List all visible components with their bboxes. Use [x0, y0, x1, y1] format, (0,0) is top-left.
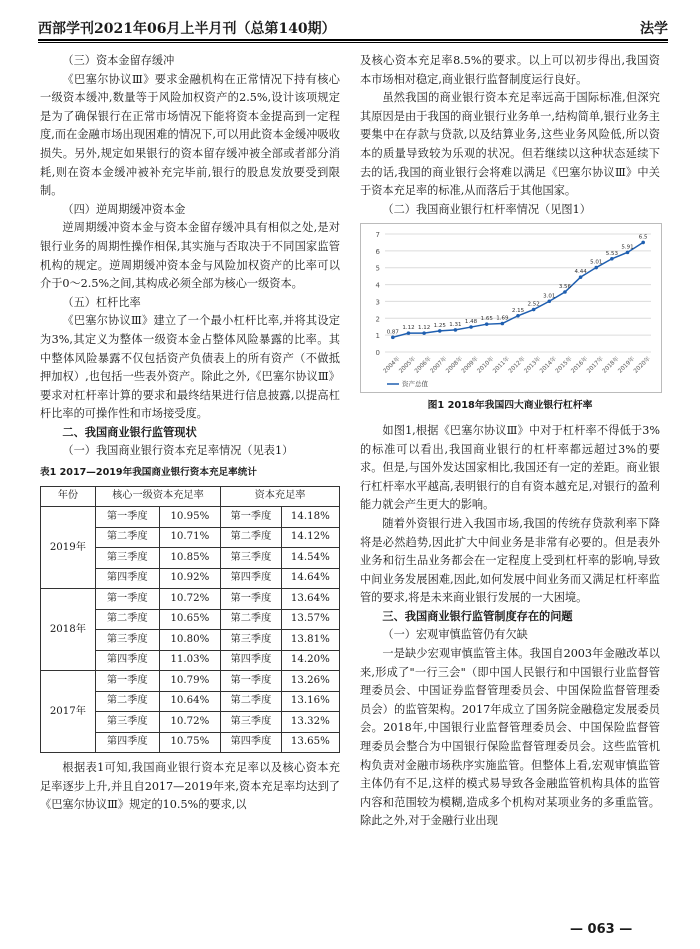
data-label: 4.44	[574, 269, 587, 276]
value-cell: 14.64%	[281, 568, 339, 589]
year-cell: 2019年	[41, 507, 96, 589]
value-cell: 13.81%	[281, 630, 339, 651]
x-tick-label: 2008年	[445, 356, 465, 376]
capital-ratio-table	[40, 486, 340, 754]
data-label: 3.56	[558, 284, 572, 291]
data-label: 0.87	[386, 329, 399, 336]
left-column	[40, 52, 340, 815]
value-cell: 13.26%	[281, 671, 339, 692]
table-row	[41, 589, 340, 610]
x-tick-label: 2017年	[586, 356, 605, 376]
value-cell: 10.71%	[159, 527, 220, 548]
quarter-cell: 第一季度	[95, 589, 159, 610]
x-tick-label: 2018年	[601, 356, 621, 376]
year-cell: 2018年	[41, 589, 96, 671]
data-label: 2.52	[527, 301, 540, 308]
heading-leverage: （五）杠杆比率	[62, 295, 141, 309]
data-point	[407, 332, 411, 336]
data-point	[579, 276, 583, 280]
chart-svg	[361, 224, 661, 392]
y-tick-label: 1	[375, 332, 380, 341]
data-point	[516, 314, 520, 318]
quarter-cell: 第二季度	[95, 691, 159, 712]
data-point	[485, 323, 489, 327]
quarter-cell: 第二季度	[221, 691, 282, 712]
x-tick-label: 2012年	[507, 356, 527, 376]
x-tick-label: 2013年	[523, 356, 543, 376]
header-rule-thin	[38, 42, 668, 43]
quarter-cell: 第二季度	[221, 527, 282, 548]
x-tick-label: 2004年	[382, 356, 402, 376]
quarter-cell: 第一季度	[221, 507, 282, 528]
quarter-cell: 第二季度	[221, 609, 282, 630]
data-label: 1.25	[433, 323, 446, 330]
data-label: 1.12	[402, 325, 415, 332]
x-tick-label: 2007年	[429, 356, 449, 376]
data-point	[594, 266, 598, 270]
subsection-heading: （一）我国商业银行资本充足率情况（见表1）	[62, 444, 294, 458]
quarter-cell: 第三季度	[95, 712, 159, 733]
x-tick-label: 2010年	[476, 356, 496, 376]
quarter-cell: 第四季度	[221, 732, 282, 753]
value-cell: 13.57%	[281, 609, 339, 630]
journal-title: 西部学刊2021年06月上半月刊（总第140期）	[38, 21, 336, 37]
table-header: 年份	[41, 486, 96, 507]
data-label: 5.91	[621, 244, 634, 251]
value-cell: 10.72%	[159, 712, 220, 733]
header-rule	[38, 39, 668, 41]
quarter-cell: 第二季度	[95, 527, 159, 548]
value-cell: 10.72%	[159, 589, 220, 610]
data-label: 1.12	[417, 325, 431, 332]
value-cell: 10.80%	[159, 630, 220, 651]
value-cell: 10.64%	[159, 691, 220, 712]
data-point	[563, 291, 567, 295]
quarter-cell: 第三季度	[95, 630, 159, 651]
section-heading: 三、我国商业银行监管制度存在的问题	[382, 609, 573, 623]
x-tick-label: 2005年	[398, 356, 418, 376]
value-cell: 10.79%	[159, 671, 220, 692]
quarter-cell: 第三季度	[221, 630, 282, 651]
section-heading: 二、我国商业银行监管现状	[62, 425, 197, 439]
table-row	[41, 671, 340, 692]
value-cell: 14.20%	[281, 650, 339, 671]
quarter-cell: 第三季度	[221, 712, 282, 733]
value-cell: 14.18%	[281, 507, 339, 528]
paragraph: 《巴塞尔协议Ⅲ》建立了一个最小杠杆比率,并将其设定为3%,其定义为整体一级资本金占整体风险暴露的比率。其中整体风险暴露不仅包括资产负债表上的所有资产（不做抵押加权）,也包括一些表外资产。除此之外,《巴塞尔协议Ⅲ》要求对杠杆率计算的要求和最终结果进行信息披露,以提高杠杆比率的可操作性和市场接受度。	[40, 314, 340, 421]
data-point	[610, 257, 614, 261]
right-column	[360, 52, 660, 831]
x-tick-label: 2009年	[460, 356, 480, 376]
data-point	[501, 322, 505, 326]
subsection-heading: （一）宏观审慎监管仍有欠缺	[382, 628, 528, 642]
paragraph: 如图1,根据《巴塞尔协议Ⅲ》中对于杠杆率不得低于3%的标准可以看出,我国商业银行的杠杆率都远超过3%的要求。但是,与国外发达国家相比,我国还有一定的差距。商业银行杠杆率水平越高,表明银行的自有资本越充足,对银行的盈利能力就会产生更大的影响。	[360, 423, 660, 512]
data-label: 1.65	[480, 316, 493, 323]
value-cell: 13.16%	[281, 691, 339, 712]
quarter-cell: 第四季度	[95, 650, 159, 671]
y-tick-label: 0	[375, 349, 380, 358]
data-point	[422, 332, 426, 336]
data-label: 1.48	[464, 319, 478, 326]
x-tick-label: 2020年	[633, 356, 652, 376]
paragraph: 逆周期缓冲资本金与资本金留存缓冲具有相似之处,是对银行业务的周期性操作相保,其实施与否取决于不同国家监管机构的规定。逆周期缓冲资本金与风险加权资产的比率可以介于0～2.5%之间,其构成必须全部为核心一级资本。	[40, 221, 340, 291]
running-header	[38, 16, 668, 38]
x-tick-label: 2014年	[539, 356, 558, 376]
data-point	[391, 336, 395, 340]
data-point	[469, 326, 473, 330]
data-label: 2.15	[511, 308, 525, 315]
legend-label: 资产总值	[402, 380, 428, 389]
heading-capital-buffer: （三）资本金留存缓冲	[62, 54, 175, 67]
quarter-cell: 第四季度	[95, 732, 159, 753]
value-cell: 10.75%	[159, 732, 220, 753]
table-header: 核心一级资本充足率	[95, 486, 220, 507]
section-label: 法学	[640, 21, 668, 37]
data-point	[532, 308, 536, 312]
value-cell: 13.64%	[281, 589, 339, 610]
x-tick-label: 2011年	[492, 356, 512, 376]
quarter-cell: 第二季度	[95, 609, 159, 630]
data-label: 1.69	[496, 315, 509, 322]
y-tick-label: 2	[375, 315, 380, 324]
table-row	[41, 507, 340, 528]
subsection-heading: （二）我国商业银行杠杆率情况（见图1）	[382, 202, 591, 216]
value-cell: 10.85%	[159, 548, 220, 569]
paragraph: 根据表1可知,我国商业银行资本充足率以及核心资本充足率逐步上升,并且自2017—2019年来,资本充足率均达到了《巴塞尔协议Ⅲ》规定的10.5%的要求,以	[40, 761, 340, 812]
paragraph: 及核心资本充足率8.5%的要求。以上可以初步得出,我国资本市场相对稳定,商业银行监督制度运行良好。	[360, 54, 660, 86]
figure-caption: 图1 2018年我国四大商业银行杠杆率	[427, 400, 593, 412]
data-label: 3.01	[543, 293, 556, 300]
quarter-cell: 第一季度	[221, 671, 282, 692]
y-tick-label: 7	[375, 231, 380, 240]
value-cell: 14.12%	[281, 527, 339, 548]
quarter-cell: 第四季度	[95, 568, 159, 589]
paragraph: 《巴塞尔协议Ⅲ》要求金融机构在正常情况下持有核心一级资本缓冲,数量等于风险加权资产的2.5%,设计该项规定是为了确保银行在正常市场情况下能将资本金提高到一定程度,而在金融市场出现困难的情况下,可以用此资本金缓冲吸收损失。另外,规定如果银行的资本留存缓冲被全部或者部分消耗,则在资本金缓冲被补充完毕前,银行的股息发放要受到限制。	[40, 72, 340, 198]
value-cell: 10.95%	[159, 507, 220, 528]
paragraph: 随着外资银行进入我国市场,我国的传统存贷款利率下降将是必然趋势,因此扩大中间业务是非常有必要的。但是表外业务和衍生品业务都会在一定程度上受到杠杆率的影响,导致中间业务发展困难,因此,如何发展中间业务而又满足杠杆率监管的要求,将是未来商业银行发展的一大困境。	[360, 516, 660, 605]
value-cell: 14.54%	[281, 548, 339, 569]
data-label: 5.53	[605, 251, 619, 258]
quarter-cell: 第一季度	[221, 589, 282, 610]
paragraph: 虽然我国的商业银行资本充足率远高于国际标准,但深究其原因是由于我国的商业银行业务单一,结构简单,银行业务主要集中在存款与贷款,以及结算业务,这些业务风险低,所以资本的质量导致较为乐观的状况。但若继续以这种状态延续下去的话,我国的商业银行会将难以满足《巴塞尔协议Ⅲ》中关于资本充足率的标准,从而落后于其他国家。	[360, 91, 660, 198]
quarter-cell: 第三季度	[221, 548, 282, 569]
data-label: 6.5	[638, 234, 648, 241]
paragraph: 一是缺少宏观审慎监管主体。我国自2003年金融改革以来,形成了"一行三会"（即中国人民银行和中国银行业监督管理委员会、中国证券监督管理委员会、中国保险监督管理委员会）的监管架构。2017年成立了国务院金融稳定发展委员会。2018年,中国银行业监督管理委员会、中国保险监督管理委员会整合为中国银行保险监督管理委员会。这些监管机构负责对金融市场秩序实施监管。但整体上看,宏观审慎监管主体仍有不足,这样的模式易导致各金融监管机构具体的监管内容和范围较为模糊,造成多个机构对某项业务的多重监管。除此之外,对于金融行业出现	[360, 647, 660, 828]
year-cell: 2017年	[41, 671, 96, 753]
data-point	[626, 251, 630, 255]
y-tick-label: 4	[375, 281, 380, 290]
y-tick-label: 3	[375, 298, 380, 307]
x-tick-label: 2016年	[570, 356, 590, 376]
quarter-cell: 第一季度	[95, 507, 159, 528]
value-cell: 13.32%	[281, 712, 339, 733]
data-label: 5.01	[590, 259, 603, 266]
data-point	[641, 241, 645, 245]
quarter-cell: 第一季度	[95, 671, 159, 692]
value-cell: 10.92%	[159, 568, 220, 589]
value-cell: 10.65%	[159, 609, 220, 630]
quarter-cell: 第四季度	[221, 568, 282, 589]
value-cell: 13.65%	[281, 732, 339, 753]
heading-countercyclical: （四）逆周期缓冲资本金	[62, 202, 186, 216]
data-point	[547, 300, 551, 304]
x-tick-label: 2006年	[414, 356, 433, 376]
y-tick-label: 5	[375, 265, 380, 274]
data-label: 1.31	[449, 322, 462, 329]
quarter-cell: 第四季度	[221, 650, 282, 671]
data-point	[454, 328, 458, 332]
data-point	[438, 329, 442, 333]
table-caption: 表1 2017—2019年我国商业银行资本充足率统计	[40, 467, 257, 479]
quarter-cell: 第三季度	[95, 548, 159, 569]
page-number: — 063 —	[570, 922, 633, 937]
x-tick-label: 2015年	[554, 356, 574, 376]
y-tick-label: 6	[375, 248, 380, 257]
table-header: 资本充足率	[221, 486, 340, 507]
leverage-chart	[360, 223, 662, 393]
value-cell: 11.03%	[159, 650, 220, 671]
x-tick-label: 2019年	[617, 356, 637, 376]
